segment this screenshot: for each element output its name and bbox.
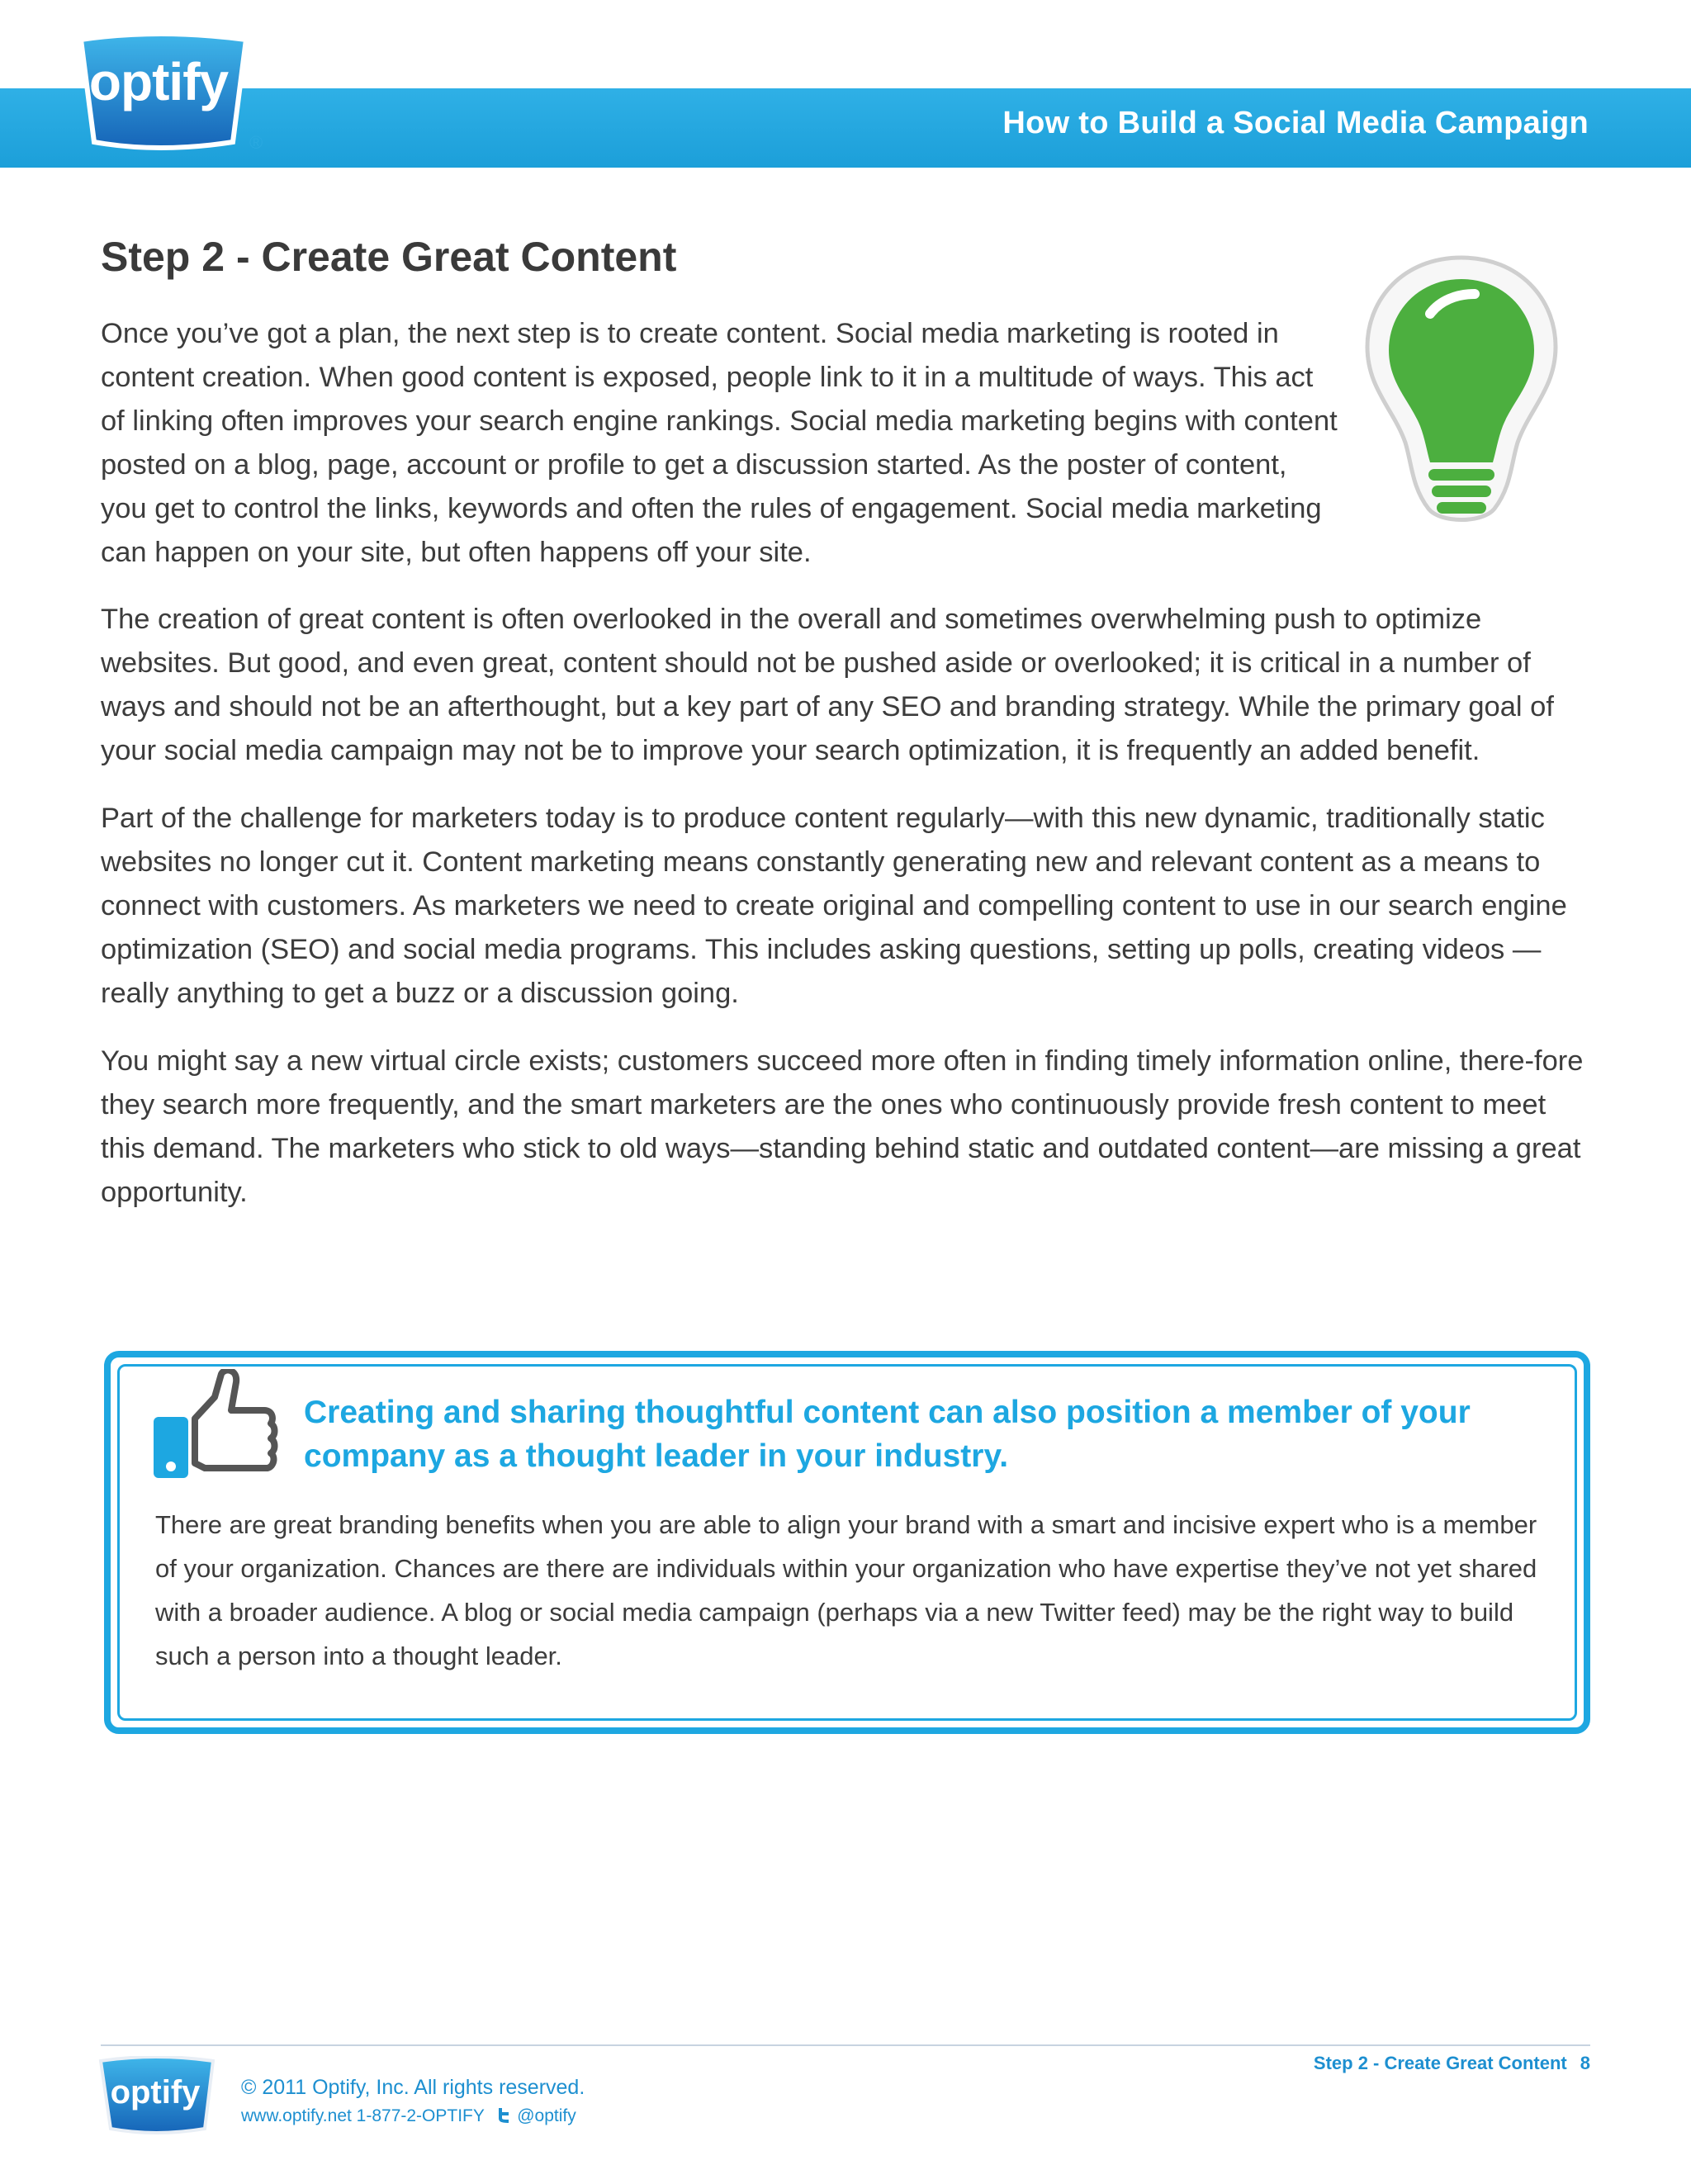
website-and-phone[interactable]: www.optify.net 1-877-2-OPTIFY — [241, 2106, 485, 2125]
lightbulb-icon — [1354, 248, 1569, 537]
footer-optify-logo[interactable] — [97, 2056, 221, 2139]
paragraph-challenge: Part of the challenge for marketers today is to produce content regularly—with this new dynamic, traditionally static websites no longer cut it. Content marketing means constantly generating new and relevant content as a means to connect with customers. As marketers we need to create original and compelling content to use in our search engine optimization (SEO) and social media programs. This includes asking questions, setting up polls, creating videos —really anything to get a buzz or a discussion going. — [101, 803, 1567, 1009]
page-number: 8 — [1580, 2053, 1590, 2073]
logo-wordmark: optify — [88, 52, 229, 111]
paragraph-great-content: The creation of great content is often overlooked in the overall and sometimes overwhelming push to optimize websites. But good, and even great, content should not be pushed aside or overlooked; it is critical in a number of ways and should not be an afterthought, but a key part of any SEO and branding strategy. While the primary goal of your social media campaign may not be to improve your search optimization, it is frequently an added benefit. — [101, 604, 1554, 766]
paragraph-virtual-circle: You might say a new virtual circle exists; customers succeed more often in finding timely information online, there-fore they search more frequently, and the smart marketers are the ones who continuously provide fresh content to meet this demand. The marketers who stick to old ways—standing behind static and outdated content—are missing a great opportunity. — [101, 1045, 1584, 1208]
paragraph-intro: Once you’ve got a plan, the next step is to create content. Social media marketing is rooted in content creation. When good content is exposed, people link to it in a multitude of ways. This act of linking often improves your search engine rankings. Social media marketing begins with content posted on a blog, page, account or profile to get a discussion started. As the poster of content, you get to control the links, keywords and often the rules of engagement. Social media marketing can happen on your site, but often happens off your site. — [101, 318, 1338, 568]
footer-logo-wordmark: optify — [110, 2074, 201, 2111]
thumbs-up-icon — [147, 1369, 279, 1485]
callout-heading: Creating and sharing thoughtful content can also position a member of your company as a thought leader in your industry. — [304, 1395, 1471, 1474]
document-title: How to Build a Social Media Campaign — [1002, 106, 1589, 140]
optify-logo[interactable] — [76, 33, 258, 157]
twitter-icon — [495, 2108, 512, 2123]
callout-body: There are great branding benefits when you are able to align your brand with a smart and incisive expert who is a member of your organization. Chances are there are individuals within your organization who have expertise they’ve not yet shared with a broader audience. A blog or social media campaign (perhaps via a new Twitter feed) may be the right way to build such a person into a thought leader. — [155, 1510, 1537, 1670]
copyright-notice: © 2011 Optify, Inc. All rights reserved. — [241, 2076, 585, 2099]
footer-step-label: Step 2 - Create Great Content — [1313, 2053, 1567, 2073]
registered-mark: ® — [249, 132, 263, 153]
footer-section-label — [1314, 2053, 1590, 2074]
page-title: Step 2 - Create Great Content — [101, 234, 677, 280]
footer-contact — [241, 2106, 576, 2126]
footer-divider — [101, 2044, 1590, 2046]
twitter-handle[interactable]: @optify — [517, 2106, 576, 2125]
